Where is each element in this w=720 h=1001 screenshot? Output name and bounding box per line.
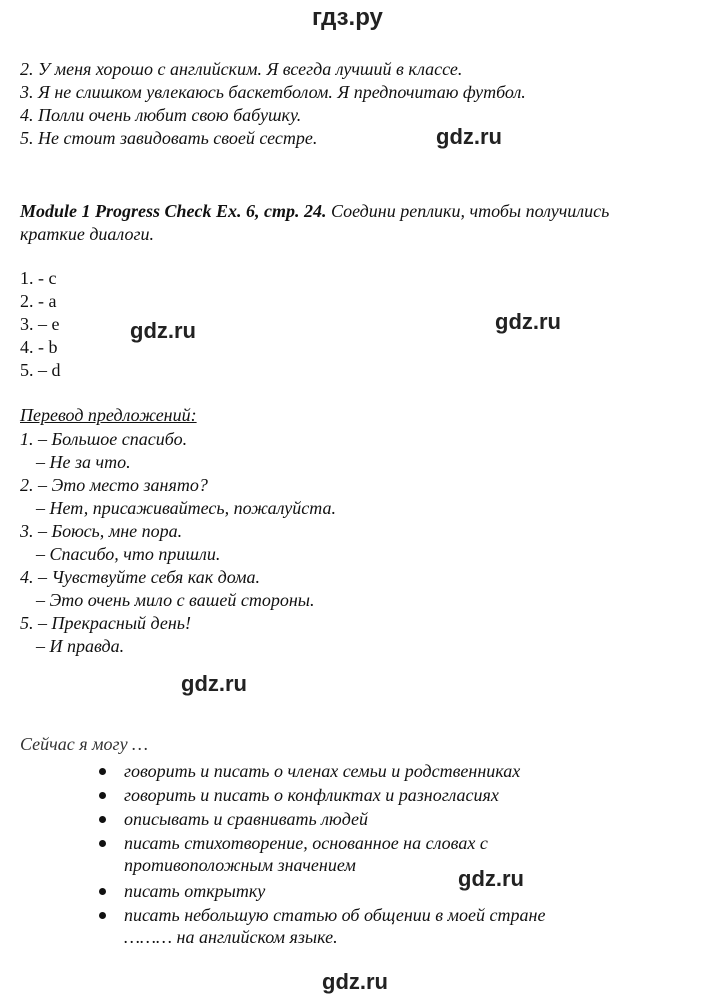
- list-item: [95, 784, 695, 806]
- list-item: [95, 808, 695, 830]
- translation-title: Перевод предложений:: [20, 405, 197, 425]
- text-line: 5. Не стоит завидовать своей сестре.: [20, 128, 318, 148]
- bullet-icon: [99, 912, 106, 919]
- exercise-heading-bold: Module 1 Progress Check Ex. 6, стр. 24.: [20, 201, 327, 221]
- list-item-text: говорить и писать о членах семьи и родственниках: [124, 761, 521, 781]
- translation-line: 2. – Это место занято?: [20, 475, 208, 495]
- translation-line: 5. – Прекрасный день!: [20, 613, 191, 633]
- answer-item: 5. – d: [20, 360, 61, 380]
- watermark: gdz.ru: [495, 309, 561, 334]
- watermark: gdz.ru: [458, 866, 524, 891]
- list-item-continuation: противоположным значением: [124, 855, 356, 875]
- watermark: gdz.ru: [436, 124, 502, 149]
- text-line: 3. Я не слишком увлекаюсь баскетболом. Я предпочитаю футбол.: [20, 82, 526, 102]
- translation-line: – Нет, присаживайтесь, пожалуйста.: [36, 498, 336, 518]
- list-item-text: писать стихотворение, основанное на словах с: [124, 833, 488, 853]
- list-item: [95, 832, 695, 854]
- answer-item: 3. – e: [20, 314, 60, 334]
- list-item: [95, 904, 695, 926]
- translation-line: – Не за что.: [36, 452, 131, 472]
- footer-watermark: gdz.ru: [322, 969, 388, 994]
- answer-item: 4. - b: [20, 337, 58, 357]
- header-watermark: гдз.ру: [312, 4, 383, 31]
- list-item-text: описывать и сравнивать людей: [124, 809, 369, 829]
- translation-line: 4. – Чувствуйте себя как дома.: [20, 567, 261, 587]
- translation-line: – И правда.: [36, 636, 125, 656]
- bullet-icon: [99, 792, 106, 799]
- text-line: 2. У меня хорошо с английским. Я всегда лучший в классе.: [20, 59, 463, 79]
- bullet-icon: [99, 888, 106, 895]
- exercise-heading: [20, 200, 609, 222]
- list-item-text: говорить и писать о конфликтах и разногласиях: [124, 785, 499, 805]
- bullet-icon: [99, 816, 106, 823]
- watermark: gdz.ru: [130, 318, 196, 343]
- exercise-heading-rest: Соедини реплики, чтобы получились: [326, 201, 610, 221]
- list-item: [95, 760, 695, 782]
- translation-line: – Спасибо, что пришли.: [36, 544, 221, 564]
- translation-line: – Это очень мило с вашей стороны.: [36, 590, 315, 610]
- answer-item: 1. - c: [20, 268, 57, 288]
- bullet-icon: [99, 840, 106, 847]
- list-item-continuation: ……… на английском языке.: [124, 927, 338, 947]
- can-do-title: Сейчас я могу …: [20, 734, 149, 754]
- answer-item: 2. - a: [20, 291, 57, 311]
- translation-line: 1. – Большое спасибо.: [20, 429, 188, 449]
- exercise-heading-line2: краткие диалоги.: [20, 224, 155, 244]
- text-line: 4. Полли очень любит свою бабушку.: [20, 105, 302, 125]
- list-item-text: писать небольшую статью об общении в моей стране: [124, 905, 546, 925]
- list-item-text: писать открытку: [124, 881, 266, 901]
- list-item: [95, 880, 695, 902]
- watermark: gdz.ru: [181, 671, 247, 696]
- bullet-icon: [99, 768, 106, 775]
- translation-line: 3. – Боюсь, мне пора.: [20, 521, 183, 541]
- can-do-list: [95, 760, 695, 948]
